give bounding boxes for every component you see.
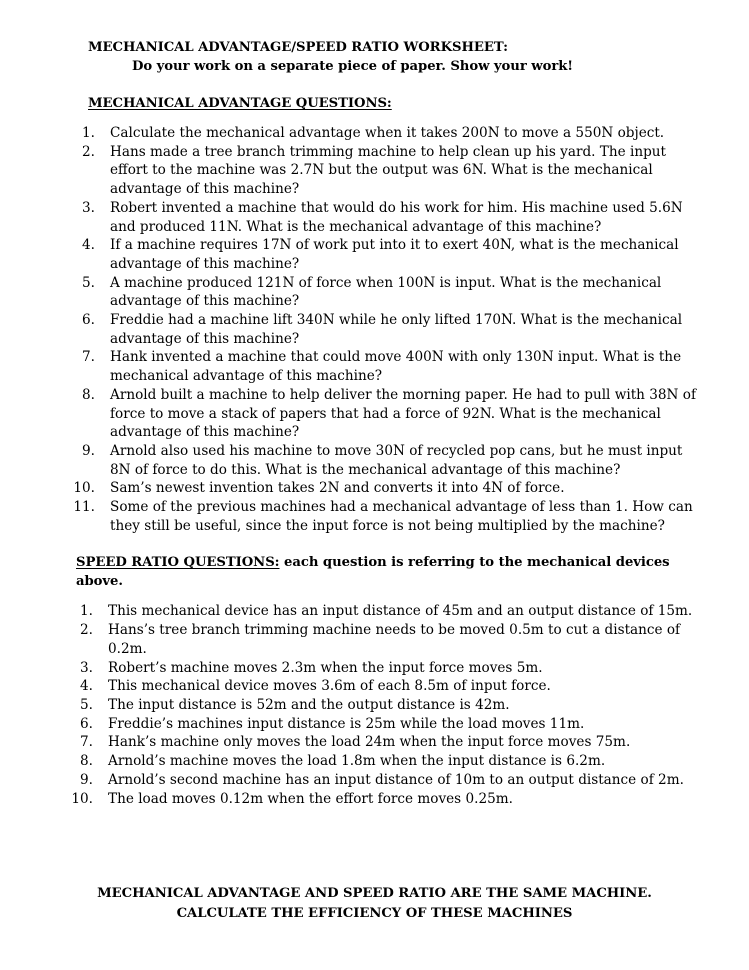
list-item-text: Arnold built a machine to help deliver the morning paper. He had to pull with 38N of force to move a stack of papers that had a force of 92N. What is the mechanical advantage of this machine? [110,386,696,441]
list-item-text: The load moves 0.12m when the effort force moves 0.25m. [108,790,513,807]
list-item-number: 3. [82,199,95,216]
list-item-number: 6. [80,715,93,732]
list-item-text: The input distance is 52m and the output distance is 42m. [108,696,510,713]
list-item-text: If a machine requires 17N of work put into it to exert 40N, what is the mechanical advantage of this machine? [110,237,679,272]
list-item [50,790,699,809]
list-item-number: 11. [73,499,95,516]
list-item-number: 1. [80,603,93,620]
list-item [50,479,699,498]
list-item-number: 7. [82,349,95,366]
list-item-number: 2. [82,143,95,160]
list-item-text: This mechanical device has an input distance of 45m and an output distance of 15m. [108,603,693,620]
list-item [50,386,699,442]
list-item [50,715,699,734]
list-item-text: Freddie’s machines input distance is 25m while the load moves 11m. [108,715,585,732]
section-heading-underlined-text: MECHANICAL ADVANTAGE QUESTIONS: [88,96,392,111]
list-item [50,733,699,752]
list-item-number: 6. [82,312,95,329]
section-heading-speed-ratio [76,553,699,591]
list-item-number: 9. [82,442,95,459]
list-item-number: 5. [80,696,93,713]
list-item-text: Some of the previous machines had a mechanical advantage of less than 1. How can they still be useful, since the input force is not being multiplied by the machine? [110,499,693,534]
list-item-text: Robert’s machine moves 2.3m when the input force moves 5m. [108,659,543,676]
list-item-number: 2. [80,622,93,639]
document-title-block [88,38,699,76]
list-item-text: This mechanical device moves 3.6m of each 8.5m of input force. [108,678,551,695]
list-item-text: Calculate the mechanical advantage when it takes 200N to move a 550N object. [110,125,665,141]
list-item [50,442,699,479]
list-item [50,752,699,771]
list-item-text: Robert invented a machine that would do his work for him. His machine used 5.6N and produced 11N. What is the mechanical advantage of this machine? [110,199,683,235]
footer-line-2: CALCULATE THE EFFICIENCY OF THESE MACHINES [176,906,573,921]
list-item-number: 4. [80,678,93,695]
list-item-text: Freddie had a machine lift 340N while he only lifted 170N. What is the mechanical advantage of this machine? [110,312,683,347]
section-heading-mechanical-advantage [88,94,699,113]
list-item-text: Arnold’s second machine has an input distance of 10m to an output distance of 2m. [108,771,684,788]
list-item-text: Sam’s newest invention takes 2N and converts it into 4N of force. [110,480,565,497]
mechanical-advantage-question-list [50,124,699,535]
list-item-number: 10. [73,480,95,497]
list-item [50,621,699,658]
list-item [50,602,699,621]
list-item-text: Arnold also used his machine to move 30N of recycled pop cans, but he must input 8N of force to do this. What is the mechanical advantage of this machine? [110,442,683,478]
list-item [50,659,699,678]
footer-block [0,884,749,924]
list-item [50,696,699,715]
list-item [50,677,699,696]
page-subtitle: Do your work on a separate piece of paper. Show your work! [132,59,574,74]
list-item [50,348,699,385]
list-item-number: 9. [80,771,93,788]
list-item [50,199,699,236]
section-heading-rest-text: each question is referring to the mechanical devices above. [76,555,670,590]
list-item [50,311,699,348]
list-item [50,236,699,273]
section-heading-underlined-text: SPEED RATIO QUESTIONS: [76,555,280,571]
list-item-text: Hans made a tree branch trimming machine to help clean up his yard. The input effort to the machine was 2.7N but the output was 6N. What is the mechanical advantage of this machine? [110,143,667,198]
list-item-text: Hank invented a machine that could move 400N with only 130N input. What is the mechanical advantage of this machine? [110,349,682,385]
list-item-number: 3. [80,659,93,676]
list-item [50,771,699,790]
page-title: MECHANICAL ADVANTAGE/SPEED RATIO WORKSHEET: [88,40,509,55]
list-item-number: 1. [82,125,95,141]
list-item [50,498,699,535]
speed-ratio-question-list [50,602,699,808]
list-item-number: 4. [82,237,95,254]
list-item-text: A machine produced 121N of force when 100N is input. What is the mechanical advantage of this machine? [110,274,662,310]
list-item [50,274,699,311]
list-item-text: Hank’s machine only moves the load 24m when the input force moves 75m. [108,734,631,751]
list-item-number: 8. [80,753,93,770]
list-item-text: Arnold’s machine moves the load 1.8m when the input distance is 6.2m. [108,753,606,770]
list-item-number: 7. [80,734,93,751]
list-item [50,143,699,199]
list-item [50,124,699,143]
list-item-number: 5. [82,274,95,291]
list-item-number: 8. [82,386,95,403]
list-item-number: 10. [71,790,93,807]
list-item-text: Hans’s tree branch trimming machine needs to be moved 0.5m to cut a distance of 0.2m. [108,622,681,657]
footer-line-1: MECHANICAL ADVANTAGE AND SPEED RATIO ARE THE SAME MACHINE. [97,886,652,901]
